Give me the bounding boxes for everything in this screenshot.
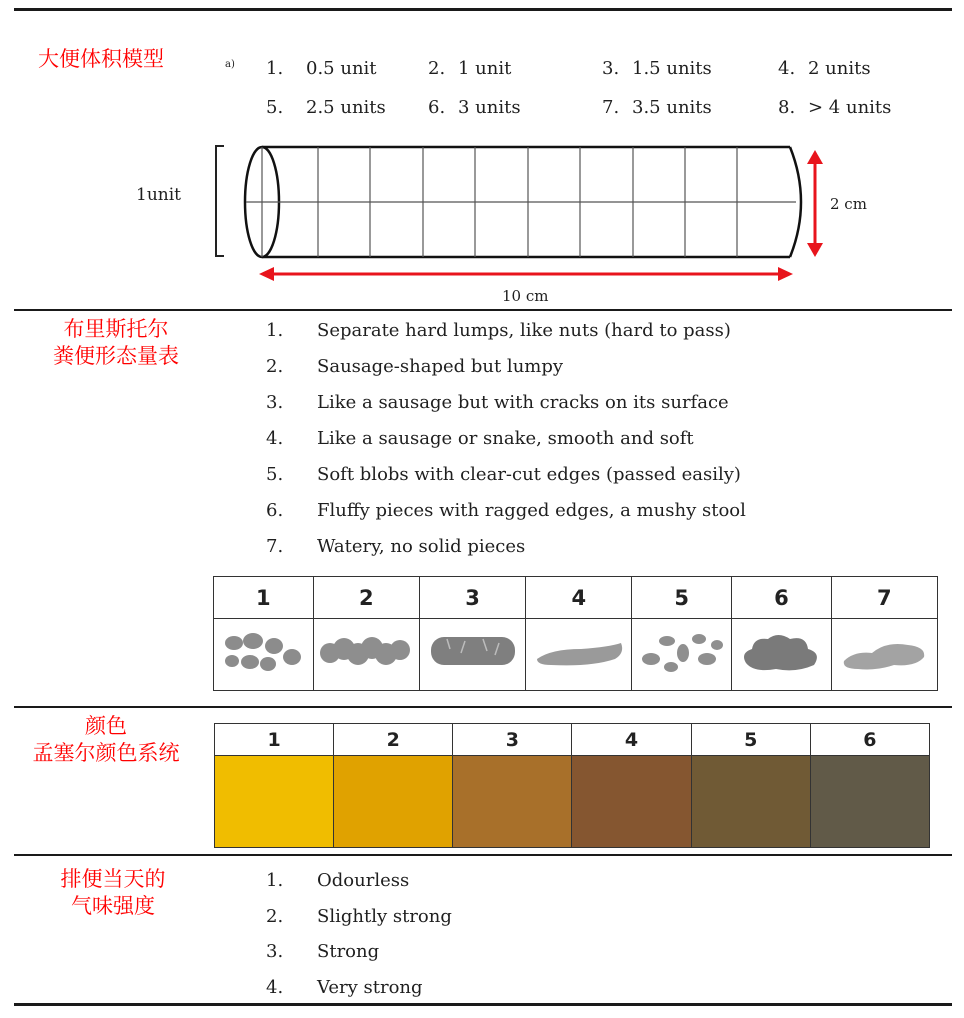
volume-option-num: 7.	[602, 97, 620, 118]
bristol-type-header: 1	[214, 577, 314, 619]
odour-item-text: Slightly strong	[317, 906, 452, 927]
bristol-item-num: 2.	[266, 356, 284, 377]
color-section-label	[16, 713, 196, 767]
bristol-item-text: Fluffy pieces with ragged edges, a mushy stool	[317, 500, 746, 521]
bristol-item-num: 7.	[266, 536, 284, 557]
color-swatch	[691, 756, 810, 848]
volume-option-num: 8.	[778, 97, 796, 118]
bristol-item-text: Like a sausage but with cracks on its surface	[317, 392, 729, 413]
odour-item-num: 4.	[266, 977, 284, 998]
length-label: 10 cm	[502, 287, 549, 305]
color-scale-header: 4	[572, 724, 691, 756]
odour-section-label	[38, 866, 188, 920]
color-scale-header: 5	[691, 724, 810, 756]
bristol-item-text: Separate hard lumps, like nuts (hard to pass)	[317, 320, 731, 341]
bristol-label-line1: 布里斯托尔	[63, 317, 169, 341]
volume-option-text: 3 units	[458, 97, 521, 118]
volume-option-text: 1 unit	[458, 58, 512, 79]
color-swatch	[572, 756, 691, 848]
stool-type-6-illustration	[732, 619, 832, 691]
height-arrow	[807, 150, 823, 257]
volume-option-num: 6.	[428, 97, 446, 118]
bristol-type-header: 2	[313, 577, 419, 619]
bristol-type-header: 3	[419, 577, 525, 619]
color-label-line1: 颜色	[85, 714, 127, 738]
volume-option-text: 2.5 units	[306, 97, 386, 118]
stool-type-4-illustration	[526, 619, 632, 691]
volume-option-text: 0.5 unit	[306, 58, 377, 79]
unit-label: 1unit	[136, 185, 181, 205]
bristol-item-num: 6.	[266, 500, 284, 521]
bristol-item-text: Like a sausage or snake, smooth and soft	[317, 428, 694, 449]
bristol-type-header: 4	[526, 577, 632, 619]
bristol-type-header: 7	[831, 577, 937, 619]
color-scale-table	[214, 723, 930, 848]
color-scale-header: 2	[334, 724, 453, 756]
bristol-type-header: 6	[732, 577, 832, 619]
bristol-item-num: 5.	[266, 464, 284, 485]
volume-option-num: 2.	[428, 58, 446, 79]
color-swatch	[334, 756, 453, 848]
odour-item-num: 2.	[266, 906, 284, 927]
bristol-item-text: Sausage-shaped but lumpy	[317, 356, 564, 377]
odour-label-line1: 排便当天的	[60, 867, 166, 891]
stool-type-2-illustration	[313, 619, 419, 691]
stool-type-3-illustration	[419, 619, 525, 691]
volume-section-label: 大便体积模型	[38, 47, 164, 71]
bristol-item-text: Watery, no solid pieces	[317, 536, 526, 557]
volume-marker: a)	[225, 59, 235, 70]
unit-bracket	[216, 146, 224, 256]
odour-label-line2: 气味强度	[71, 894, 155, 918]
volume-option-num: 5.	[266, 97, 284, 118]
volume-option-num: 4.	[778, 58, 796, 79]
bristol-type-header: 5	[632, 577, 732, 619]
color-swatch	[215, 756, 334, 848]
volume-option-text: 1.5 units	[632, 58, 712, 79]
color-swatch	[810, 756, 929, 848]
color-scale-header: 3	[453, 724, 572, 756]
stool-volume-cylinder-diagram	[0, 0, 964, 310]
stool-type-5-illustration	[632, 619, 732, 691]
color-scale-header: 1	[215, 724, 334, 756]
bristol-item-text: Soft blobs with clear-cut edges (passed easily)	[317, 464, 741, 485]
color-label-line2: 孟塞尔颜色系统	[32, 741, 180, 765]
bristol-item-num: 1.	[266, 320, 284, 341]
odour-item-text: Strong	[317, 941, 380, 962]
volume-option-text: > 4 units	[808, 97, 892, 118]
odour-item-num: 3.	[266, 941, 284, 962]
stool-type-1-illustration	[214, 619, 314, 691]
bristol-label-line2: 粪便形态量表	[53, 344, 179, 368]
section-divider-bristol	[14, 706, 952, 708]
bottom-rule	[14, 1003, 952, 1006]
volume-option-text: 3.5 units	[632, 97, 712, 118]
color-scale-header: 6	[810, 724, 929, 756]
color-swatch	[453, 756, 572, 848]
odour-item-text: Odourless	[317, 870, 410, 891]
odour-item-num: 1.	[266, 870, 284, 891]
length-arrow	[259, 267, 793, 281]
bristol-item-num: 3.	[266, 392, 284, 413]
volume-option-num: 1.	[266, 58, 284, 79]
bristol-item-num: 4.	[266, 428, 284, 449]
volume-option-text: 2 units	[808, 58, 871, 79]
stool-type-7-illustration	[831, 619, 937, 691]
volume-option-num: 3.	[602, 58, 620, 79]
height-label: 2 cm	[830, 195, 867, 213]
bristol-section-label	[40, 316, 192, 370]
odour-item-text: Very strong	[317, 977, 423, 998]
bristol-type-table	[213, 576, 938, 691]
section-divider-color	[14, 854, 952, 856]
